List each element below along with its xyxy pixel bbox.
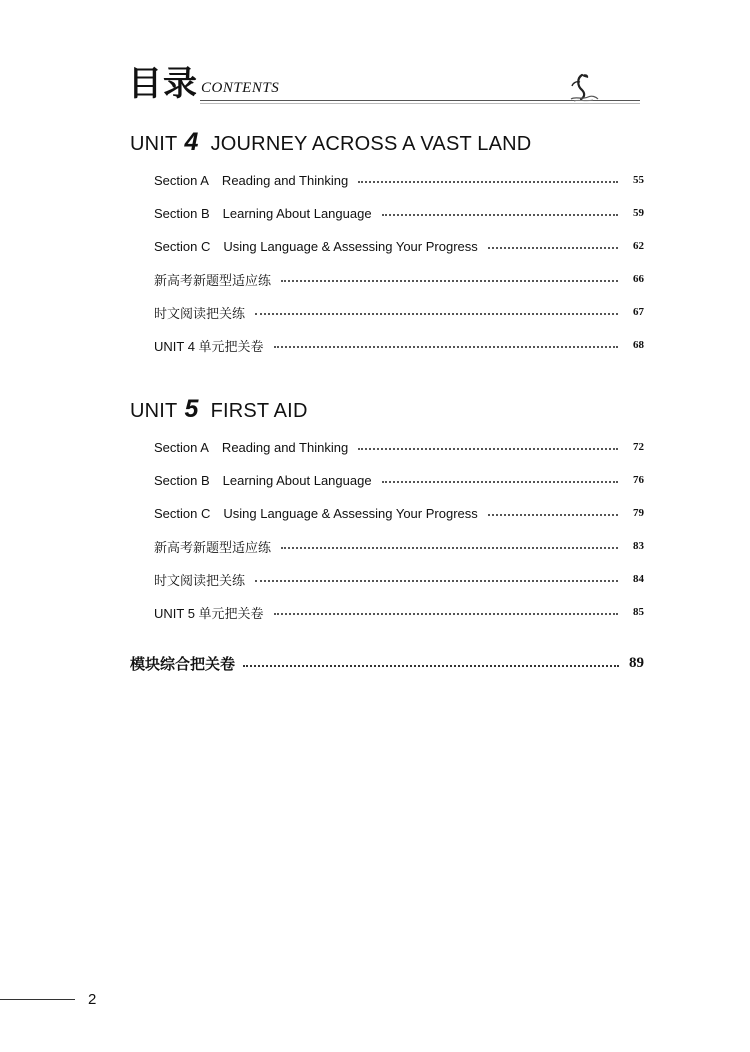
toc-entry-label: 模块综合把关卷	[130, 655, 236, 673]
toc-entry-page: 76	[633, 474, 644, 486]
dot-leader	[274, 346, 618, 348]
dot-leader	[488, 514, 618, 516]
toc-entry[interactable]	[154, 503, 644, 523]
toc-entry-page: 85	[633, 606, 644, 618]
toc-entry-page: 72	[633, 441, 644, 453]
toc-entry[interactable]	[154, 269, 644, 289]
toc-entry-page: 89	[629, 654, 644, 671]
toc-entry[interactable]	[154, 602, 644, 622]
toc-entry-label: Section B Learning About Language	[154, 472, 372, 488]
toc-entry-page: 84	[633, 573, 644, 585]
footer-rule	[0, 999, 75, 1000]
dot-leader	[382, 481, 618, 483]
toc-entry[interactable]	[154, 170, 644, 190]
unit-prefix: UNIT	[130, 133, 178, 155]
toc-entry-page: 68	[633, 339, 644, 351]
toc-entry-page: 67	[633, 306, 644, 318]
toc-entry-page: 79	[633, 507, 644, 519]
dot-leader	[488, 247, 618, 249]
toc-entry[interactable]	[154, 536, 644, 556]
toc-entry-label: Section C Using Language & Assessing Your Progress	[154, 238, 478, 254]
header-rule-thin	[200, 103, 640, 104]
dot-leader	[358, 448, 618, 450]
toc-entry-page: 66	[633, 273, 644, 285]
toc-entry[interactable]	[154, 470, 644, 490]
unit-title: FIRST AID	[210, 400, 308, 422]
toc-entry[interactable]	[154, 569, 644, 589]
dot-leader	[281, 547, 618, 549]
toc-entry-label: 新高考新题型适应练	[154, 272, 272, 288]
unit-number: 5	[184, 395, 199, 423]
toc-entry-page: 55	[633, 174, 644, 186]
toc-entry-label: Section A Reading and Thinking	[154, 172, 349, 188]
unit-5-block	[130, 395, 644, 625]
unit-number: 4	[184, 128, 199, 156]
dot-leader	[281, 280, 618, 282]
dot-leader	[358, 181, 618, 183]
toc-entry-module-test[interactable]	[130, 652, 644, 674]
toc-entry-label: Section B Learning About Language	[154, 205, 372, 221]
contents-header	[128, 66, 642, 106]
toc-entry-label: 时文阅读把关练	[154, 572, 246, 588]
toc-entry[interactable]	[154, 203, 644, 223]
unit-title: JOURNEY ACROSS A VAST LAND	[210, 133, 532, 155]
toc-entry[interactable]	[154, 437, 644, 457]
fish-logo-icon	[568, 72, 600, 102]
unit-4-block	[130, 128, 644, 358]
unit-prefix: UNIT	[130, 400, 178, 422]
contents-title-cn: 目录	[128, 65, 198, 103]
dot-leader	[274, 613, 618, 615]
toc-entry[interactable]	[154, 302, 644, 322]
unit-5-heading	[130, 395, 644, 424]
dot-leader	[243, 665, 619, 667]
toc-entry-label: 新高考新题型适应练	[154, 539, 272, 555]
toc-entry[interactable]	[154, 236, 644, 256]
toc-entry-label: UNIT 5 单元把关卷	[154, 605, 264, 621]
dot-leader	[255, 580, 618, 582]
toc-entry-page: 62	[633, 240, 644, 252]
dot-leader	[382, 214, 618, 216]
toc-entry-label: UNIT 4 单元把关卷	[154, 338, 264, 354]
toc-entry-page: 59	[633, 207, 644, 219]
contents-title-en: CONTENTS	[201, 80, 280, 96]
unit-4-heading	[130, 128, 644, 157]
toc-entry-page: 83	[633, 540, 644, 552]
page-number: 2	[88, 991, 97, 1008]
toc-entry-label: Section C Using Language & Assessing Your Progress	[154, 505, 478, 521]
toc-entry-label: Section A Reading and Thinking	[154, 439, 349, 455]
toc-entry[interactable]	[154, 335, 644, 355]
toc-entry-label: 时文阅读把关练	[154, 305, 246, 321]
dot-leader	[255, 313, 618, 315]
